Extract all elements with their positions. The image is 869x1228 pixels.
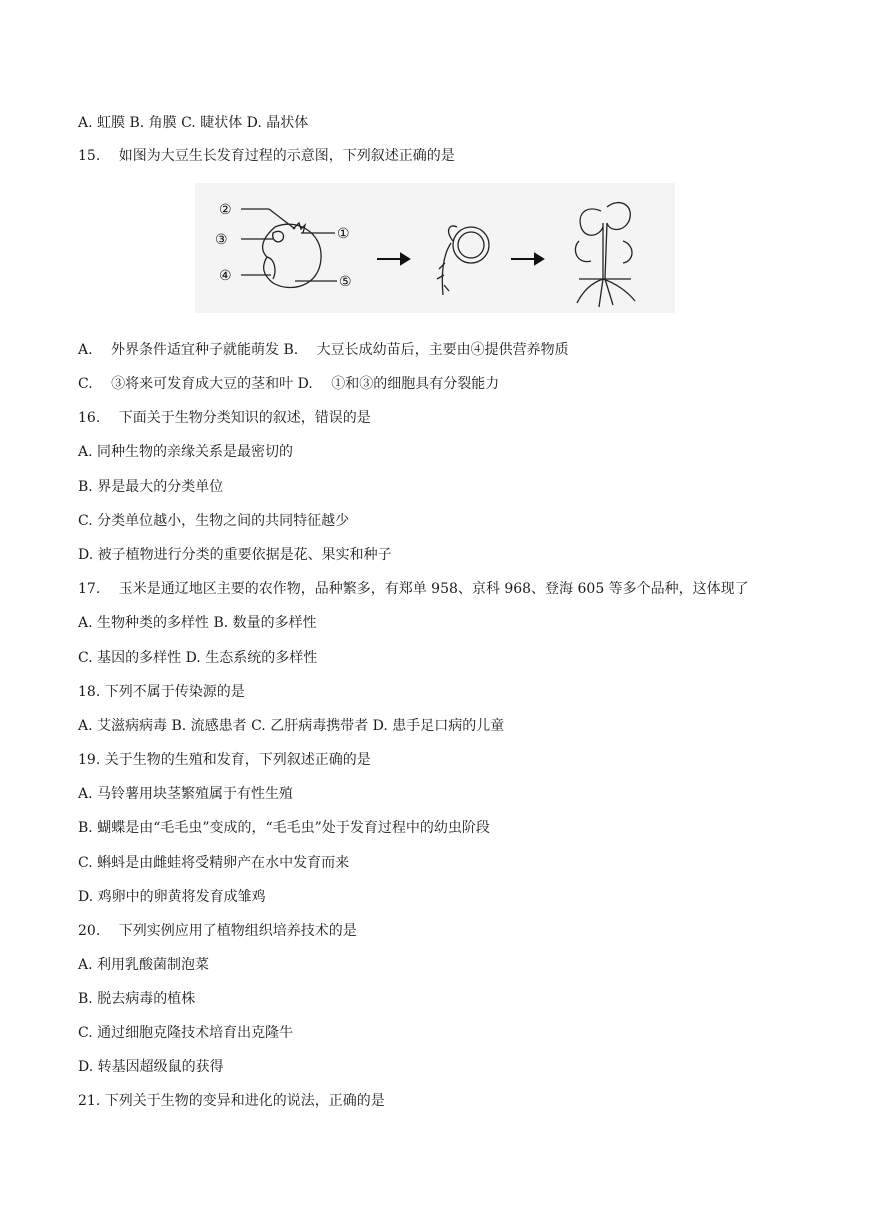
label-2: ② (219, 202, 232, 218)
q20-option-c: C. 通过细胞克隆技术培育出克隆牛 (78, 1025, 294, 1041)
q16-option-b: B. 界是最大的分类单位 (78, 479, 224, 495)
q16-option-d: D. 被子植物进行分类的重要依据是花、果实和种子 (78, 547, 392, 563)
q16-stem: 16. 下面关于生物分类知识的叙述，错误的是 (78, 410, 371, 426)
q15-options-cd: C. ③将来可发育成大豆的茎和叶 D. ①和③的细胞具有分裂能力 (78, 376, 500, 392)
q20-stem: 20. 下列实例应用了植物组织培养技术的是 (78, 923, 357, 939)
q19-stem: 19. 关于生物的生殖和发育，下列叙述正确的是 (78, 752, 371, 768)
q18-stem: 18. 下列不属于传染源的是 (78, 684, 245, 700)
q19-option-d: D. 鸡卵中的卵黄将发育成雏鸡 (78, 889, 266, 905)
q17-options-ab: A. 生物种类的多样性 B. 数量的多样性 (78, 615, 317, 631)
q15-options-ab: A. 外界条件适宜种子就能萌发 B. 大豆长成幼苗后，主要由④提供营养物质 (78, 342, 569, 358)
q16-option-c: C. 分类单位越小，生物之间的共同特征越少 (78, 513, 350, 529)
soybean-development-figure (195, 183, 675, 313)
label-5: ⑤ (339, 274, 352, 290)
label-3: ③ (215, 232, 228, 248)
q17-stem: 17. 玉米是通辽地区主要的农作物，品种繁多，有郑单 958、京科 968、登海 605 等多个品种，这体现了 (78, 581, 749, 597)
q16-option-a: A. 同种生物的亲缘关系是最密切的 (78, 444, 294, 460)
q21-stem: 21. 下列关于生物的变异和进化的说法，正确的是 (78, 1093, 385, 1109)
q17-options-cd: C. 基因的多样性 D. 生态系统的多样性 (78, 650, 318, 666)
q20-option-b: B. 脱去病毒的植株 (78, 991, 196, 1007)
q18-options: A. 艾滋病病毒 B. 流感患者 C. 乙肝病毒携带者 D. 患手足口病的儿童 (78, 718, 505, 734)
q20-option-a: A. 利用乳酸菌制泡菜 (78, 957, 210, 973)
label-1: ① (337, 226, 350, 242)
q14-options: A. 虹膜 B. 角膜 C. 睫状体 D. 晶状体 (78, 115, 309, 131)
label-4: ④ (219, 268, 232, 284)
q19-option-a: A. 马铃薯用块茎繁殖属于有性生殖 (78, 786, 294, 802)
q19-option-c: C. 蝌蚪是由雌蛙将受精卵产在水中发育而来 (78, 855, 350, 871)
q19-option-b: B. 蝴蝶是由“毛毛虫”变成的，“毛毛虫”处于发育过程中的幼虫阶段 (78, 820, 490, 836)
q15-stem: 15. 如图为大豆生长发育过程的示意图，下列叙述正确的是 (78, 148, 455, 164)
q20-option-d: D. 转基因超级鼠的获得 (78, 1059, 224, 1075)
